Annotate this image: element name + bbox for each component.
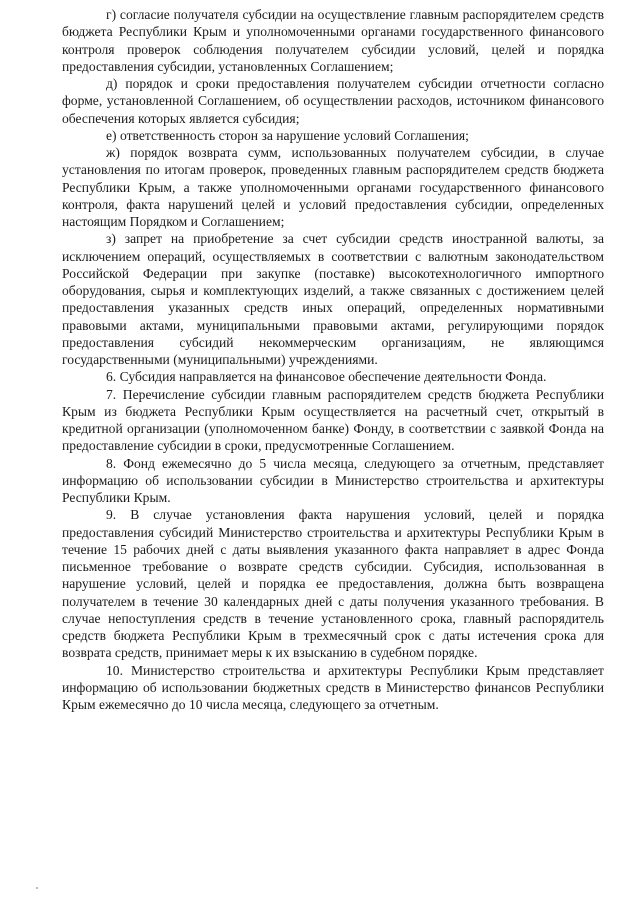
paragraph-10: 10. Министерство строительства и архитектуры Республики Крым представляет информацию об использовании бюджетных средств в Министерство финансов Республики Крым ежемесячно до 10 числа месяца, следующего за отчетным. [62,662,604,712]
paragraph-6: 6. Субсидия направляется на финансовое обеспечение деятельности Фонда. [106,369,547,385]
scan-speck [36,887,38,889]
paragraph-item-g: г) согласие получателя субсидии на осуществление главным распорядителем средств бюджета Республики Крым и уполномоченными органами государственного финансового контроля проверок соблюдения получателем субсидии условий, целей и порядка предоставления субсидии, установленных Соглашением; [62,7,604,74]
paragraph-7: 7. Перечисление субсидии главным распорядителем средств бюджета Республики Крым из бюджета Республики Крым осуществляется на расчетный счет, открытый в кредитной организации (уполномоченном банке) Фонду, в соответствии с заявкой Фонда на предоставление субсидии в сроки, предусмотренные Соглашением. [62,386,604,454]
paragraph-item-zh: ж) порядок возврата сумм, использованных получателем субсидии, в случае установления по итогам проверок, проведенных главным распорядителем средств бюджета Республики Крым, а также уполномоченными органами государственного финансового контроля, факта нарушений целей и условий предоставления субсидии, определенных настоящим Порядком и Соглашением; [62,145,604,229]
paragraph-item-z: з) запрет на приобретение за счет субсидии средств иностранной валюты, за исключением операций, осуществляемых в соответствии с валютным законодательством Российской Федерации при закупке (поставке) высокотехнологичного импортного оборудования, сырья и комплектующих изделий, а также связанных с достижением целей предоставления указанных средств иных операций, определенных нормативными правовыми актами, муниципальными правовыми актами, регулирующими порядок предоставления субсидий некоммерческим организациям, не являющимся государственными (муниципальными) учреждениями. [62,231,604,367]
document-body [62,6,604,713]
paragraph-8: 8. Фонд ежемесячно до 5 числа месяца, следующего за отчетным, представляет информацию об использовании субсидии в Министерство строительства и архитектуры Республики Крым. [62,455,604,505]
paragraph-9: 9. В случае установления факта нарушения условий, целей и порядка предоставления субсидий Министерство строительства и архитектуры Республики Крым в течение 15 рабочих дней с даты выявления указанного факта направляет в адрес Фонда письменное требование о возврате средств субсидии. Субсидия, использованная в нарушение условий, целей и порядка ее предоставления, должна быть возвращена получателем в течение 30 календарных дней с даты получения указанного требования. В случае непоступления средств в течение установленного срока, главный распорядитель средств бюджета Республики Крым в трехмесячный срок с даты истечения срока для возврата средств, принимает меры к их взысканию в судебном порядке. [62,507,604,661]
paragraph-item-e: е) ответственность сторон за нарушение условий Соглашения; [106,127,469,143]
paragraph-item-d: д) порядок и сроки предоставления получателем субсидии отчетности согласно форме, установленной Соглашением, об осуществлении расходов, источником финансового обеспечения которых является субсидия; [62,76,604,126]
